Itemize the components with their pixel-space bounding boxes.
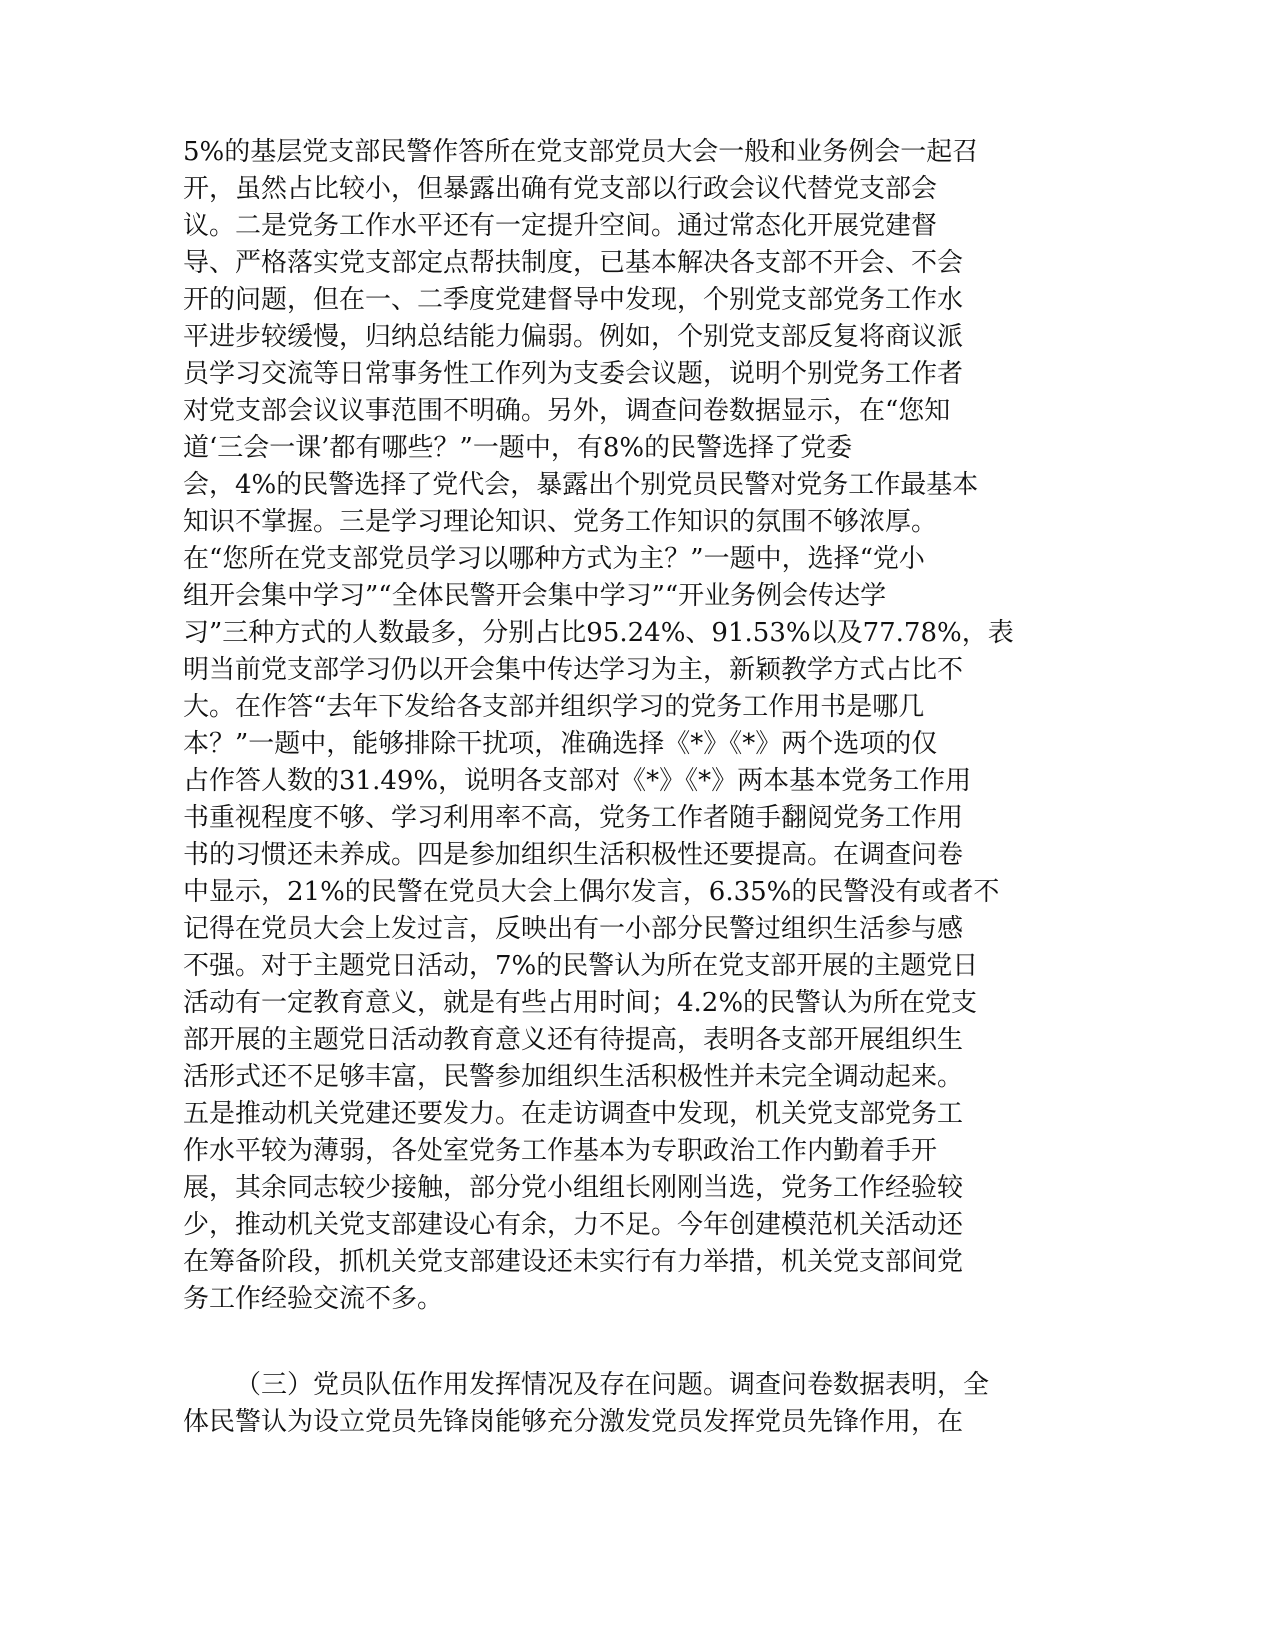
text-line: 务工作经验交流不多。 (183, 1284, 444, 1314)
text-line: 五是推动机关党建还要发力。在走访调查中发现，机关党支部党务工 (183, 1099, 964, 1129)
text-line: 占作答人数的31.49%，说明各支部对《*》《*》两本基本党务工作用 (183, 766, 972, 796)
text-line: 记得在党员大会上发过言，反映出有一小部分民警过组织生活参与感 (183, 914, 964, 944)
text-line: 活动有一定教育意义，就是有些占用时间；4.2%的民警认为所在党支 (183, 988, 978, 1018)
text-line: 作水平较为薄弱，各处室党务工作基本为专职政治工作内勤着手开 (183, 1136, 938, 1166)
text-line: 5%的基层党支部民警作答所在党支部党员大会一般和业务例会一起召 (183, 137, 979, 167)
text-line: 道‘三会一课’都有哪些？”一题中，有8%的民警选择了党委 (183, 433, 853, 463)
text-line: 本？”一题中，能够排除干扰项，准确选择《*》《*》两个选项的仅 (183, 729, 938, 759)
paragraph-section-three (183, 1367, 1083, 1441)
text-line: 开，虽然占比较小，但暴露出确有党支部以行政会议代替党支部会 (183, 174, 938, 204)
text-line: 中显示，21%的民警在党员大会上偶尔发言，6.35%的民警没有或者不 (183, 877, 1000, 907)
text-line: 会，4%的民警选择了党代会，暴露出个别党员民警对党务工作最基本 (183, 470, 979, 500)
text-line: 开的问题，但在一、二季度党建督导中发现，个别党支部党务工作水 (183, 285, 964, 315)
text-line: 对党支部会议议事范围不明确。另外，调查问卷数据显示，在“您知 (183, 396, 951, 426)
text-line: 活形式还不足够丰富，民警参加组织生活积极性并未完全调动起来。 (183, 1062, 964, 1092)
text-line: 展，其余同志较少接触，部分党小组组长刚刚当选，党务工作经验较 (183, 1173, 964, 1203)
text-line: 部开展的主题党日活动教育意义还有待提高，表明各支部开展组织生 (183, 1025, 964, 1055)
text-line: 议。二是党务工作水平还有一定提升空间。通过常态化开展党建督 (183, 211, 938, 241)
text-line: 明当前党支部学习仍以开会集中传达学习为主，新颖教学方式占比不 (183, 655, 964, 685)
text-line: 习”三种方式的人数最多，分别占比95.24%、91.53%以及77.78%，表 (183, 618, 1014, 648)
text-line: 员学习交流等日常事务性工作列为支委会议题，说明个别党务工作者 (183, 359, 964, 389)
text-line: 在筹备阶段，抓机关党支部建设还未实行有力举措，机关党支部间党 (183, 1247, 964, 1277)
text-line: 大。在作答“去年下发给各支部并组织学习的党务工作用书是哪几 (183, 692, 925, 722)
paragraph-main (183, 134, 1083, 1318)
text-line: 不强。对于主题党日活动，7%的民警认为所在党支部开展的主题党日 (183, 951, 979, 981)
text-line: 组开会集中学习”“全体民警开会集中学习”“开业务例会传达学 (183, 581, 887, 611)
text-line: 平进步较缓慢，归纳总结能力偏弱。例如，个别党支部反复将商议派 (183, 322, 964, 352)
text-line: 书重视程度不够、学习利用率不高，党务工作者随手翻阅党务工作用 (183, 803, 964, 833)
text-line: 书的习惯还未养成。四是参加组织生活积极性还要提高。在调查问卷 (183, 840, 964, 870)
text-line: 体民警认为设立党员先锋岗能够充分激发党员发挥党员先锋作用，在 (183, 1407, 964, 1437)
text-line: 在“您所在党支部党员学习以哪种方式为主？”一题中，选择“党小 (183, 544, 925, 574)
text-line: 导、严格落实党支部定点帮扶制度，已基本解决各支部不开会、不会 (183, 248, 964, 278)
text-line: 少，推动机关党支部建设心有余，力不足。今年创建模范机关活动还 (183, 1210, 964, 1240)
section-heading-line: （三）党员队伍作用发挥情况及存在问题。调查问卷数据表明，全 (235, 1370, 990, 1400)
text-line: 知识不掌握。三是学习理论知识、党务工作知识的氛围不够浓厚。 (183, 507, 938, 537)
